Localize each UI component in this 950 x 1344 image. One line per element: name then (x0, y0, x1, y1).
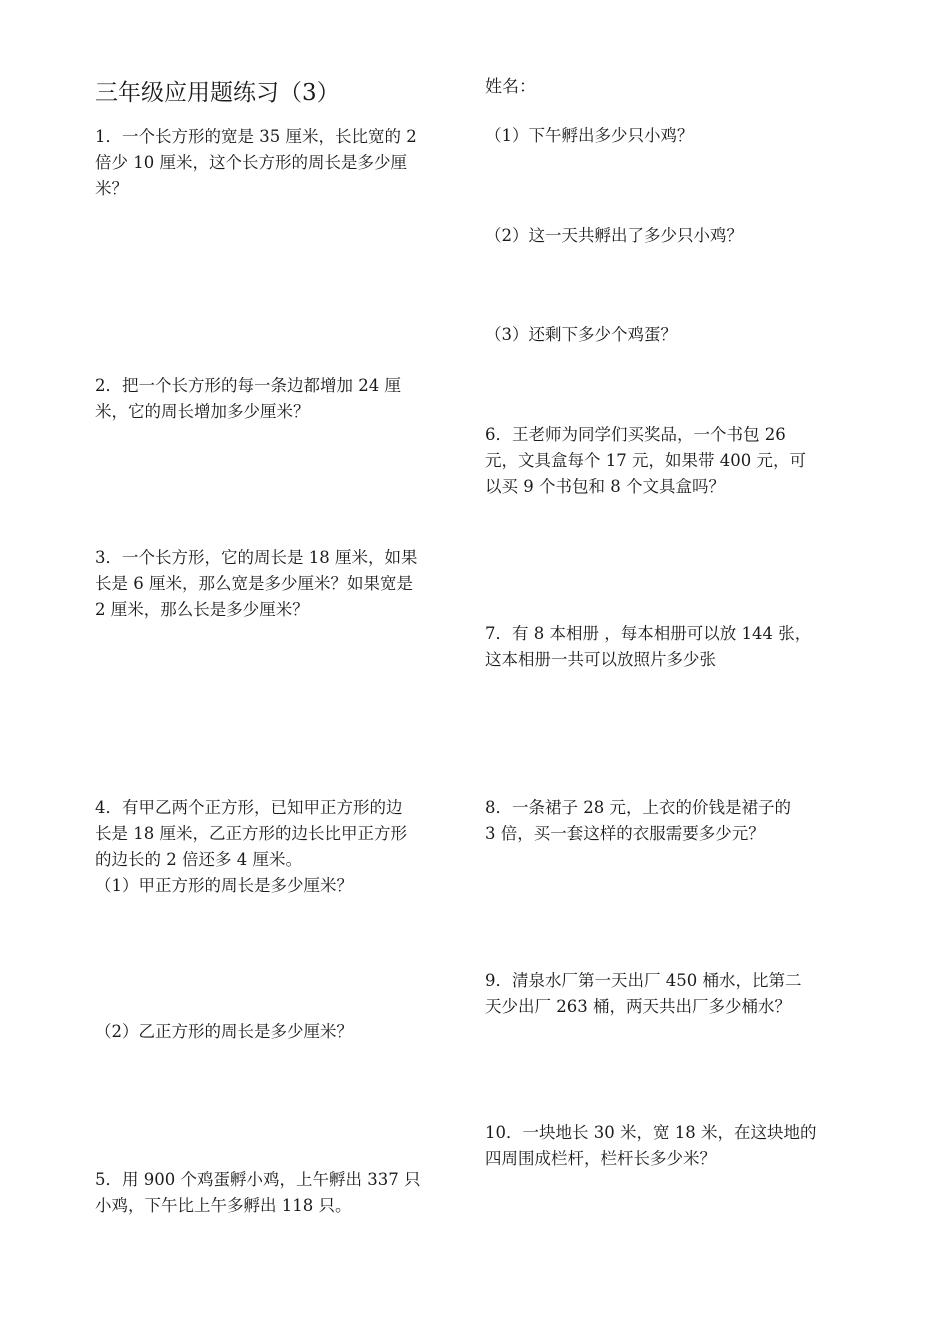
question-9-line: 天少出厂 263 桶，两天共出厂多少桶水？ (485, 997, 791, 1016)
question-4-subquestion-1: （1）甲正方形的周长是多少厘米？ (95, 876, 353, 895)
question-1-line: 1．一个长方形的宽是 35 厘米，长比宽的 2 (95, 127, 417, 146)
question-4-line: 长是 18 厘米，乙正方形的边长比甲正方形 (95, 824, 407, 843)
question-7-line: 这本相册一共可以放照片多少张 (485, 650, 716, 669)
question-6-line: 以买 9 个书包和 8 个文具盒吗？ (485, 477, 725, 496)
question-8-line: 3 倍，买一套这样的衣服需要多少元？ (485, 824, 765, 843)
question-1 (95, 124, 457, 202)
page-title: 三年级应用题练习（3） (95, 80, 340, 106)
question-5-subquestion-1 (485, 123, 847, 149)
question-10-line: 10．一块地长 30 米，宽 18 米，在这块地的 (485, 1123, 817, 1142)
question-6 (485, 422, 847, 500)
question-8-line: 8．一条裙子 28 元，上衣的价钱是裙子的 (485, 798, 791, 817)
question-10-line: 四周围成栏杆，栏杆长多少米？ (485, 1149, 716, 1168)
question-7-line: 7．有 8 本相册 ，每本相册可以放 144 张， (485, 624, 812, 643)
question-4-subquestion-2 (95, 1019, 457, 1045)
question-4-line: 4．有甲乙两个正方形，已知甲正方形的边 (95, 798, 403, 817)
question-9-line: 9．清泉水厂第一天出厂 450 桶水，比第二 (485, 971, 802, 990)
question-4 (95, 795, 457, 899)
question-7 (485, 621, 847, 673)
question-5-subquestion-1-text: （1）下午孵出多少只小鸡？ (485, 126, 694, 145)
question-2-line: 2．把一个长方形的每一条边都增加 24 厘 (95, 376, 401, 395)
question-5-subquestion-2-text: （2）这一天共孵出了多少只小鸡？ (485, 226, 743, 245)
question-3-line: 2 厘米，那么长是多少厘米？ (95, 600, 309, 619)
question-6-line: 6．王老师为同学们买奖品，一个书包 26 (485, 425, 786, 444)
question-5-subquestion-3 (485, 322, 847, 348)
question-1-line: 米？ (95, 179, 128, 198)
question-1-line: 倍少 10 厘米，这个长方形的周长是多少厘 (95, 153, 407, 172)
question-6-line: 元，文具盒每个 17 元，如果带 400 元，可 (485, 451, 806, 470)
question-5-subquestion-3-text: （3）还剩下多少个鸡蛋？ (485, 325, 677, 344)
question-2 (95, 373, 457, 425)
question-5-line: 小鸡，下午比上午多孵出 118 只。 (95, 1196, 352, 1215)
name-label: 姓名： (485, 77, 536, 97)
question-10 (485, 1120, 847, 1172)
question-3-line: 长是 6 厘米，那么宽是多少厘米？如果宽是 (95, 574, 413, 593)
question-4-subquestion-2-text: （2）乙正方形的周长是多少厘米？ (95, 1022, 353, 1041)
question-2-line: 米，它的周长增加多少厘米？ (95, 402, 310, 421)
question-5-line: 5．用 900 个鸡蛋孵小鸡，上午孵出 337 只 (95, 1170, 421, 1189)
question-5-subquestion-2 (485, 223, 847, 249)
question-4-line: 的边长的 2 倍还多 4 厘米。 (95, 850, 302, 869)
question-5 (95, 1167, 457, 1219)
question-9 (485, 968, 847, 1020)
question-3 (95, 545, 457, 623)
question-8 (485, 795, 847, 847)
question-3-line: 3．一个长方形，它的周长是 18 厘米，如果 (95, 548, 418, 567)
